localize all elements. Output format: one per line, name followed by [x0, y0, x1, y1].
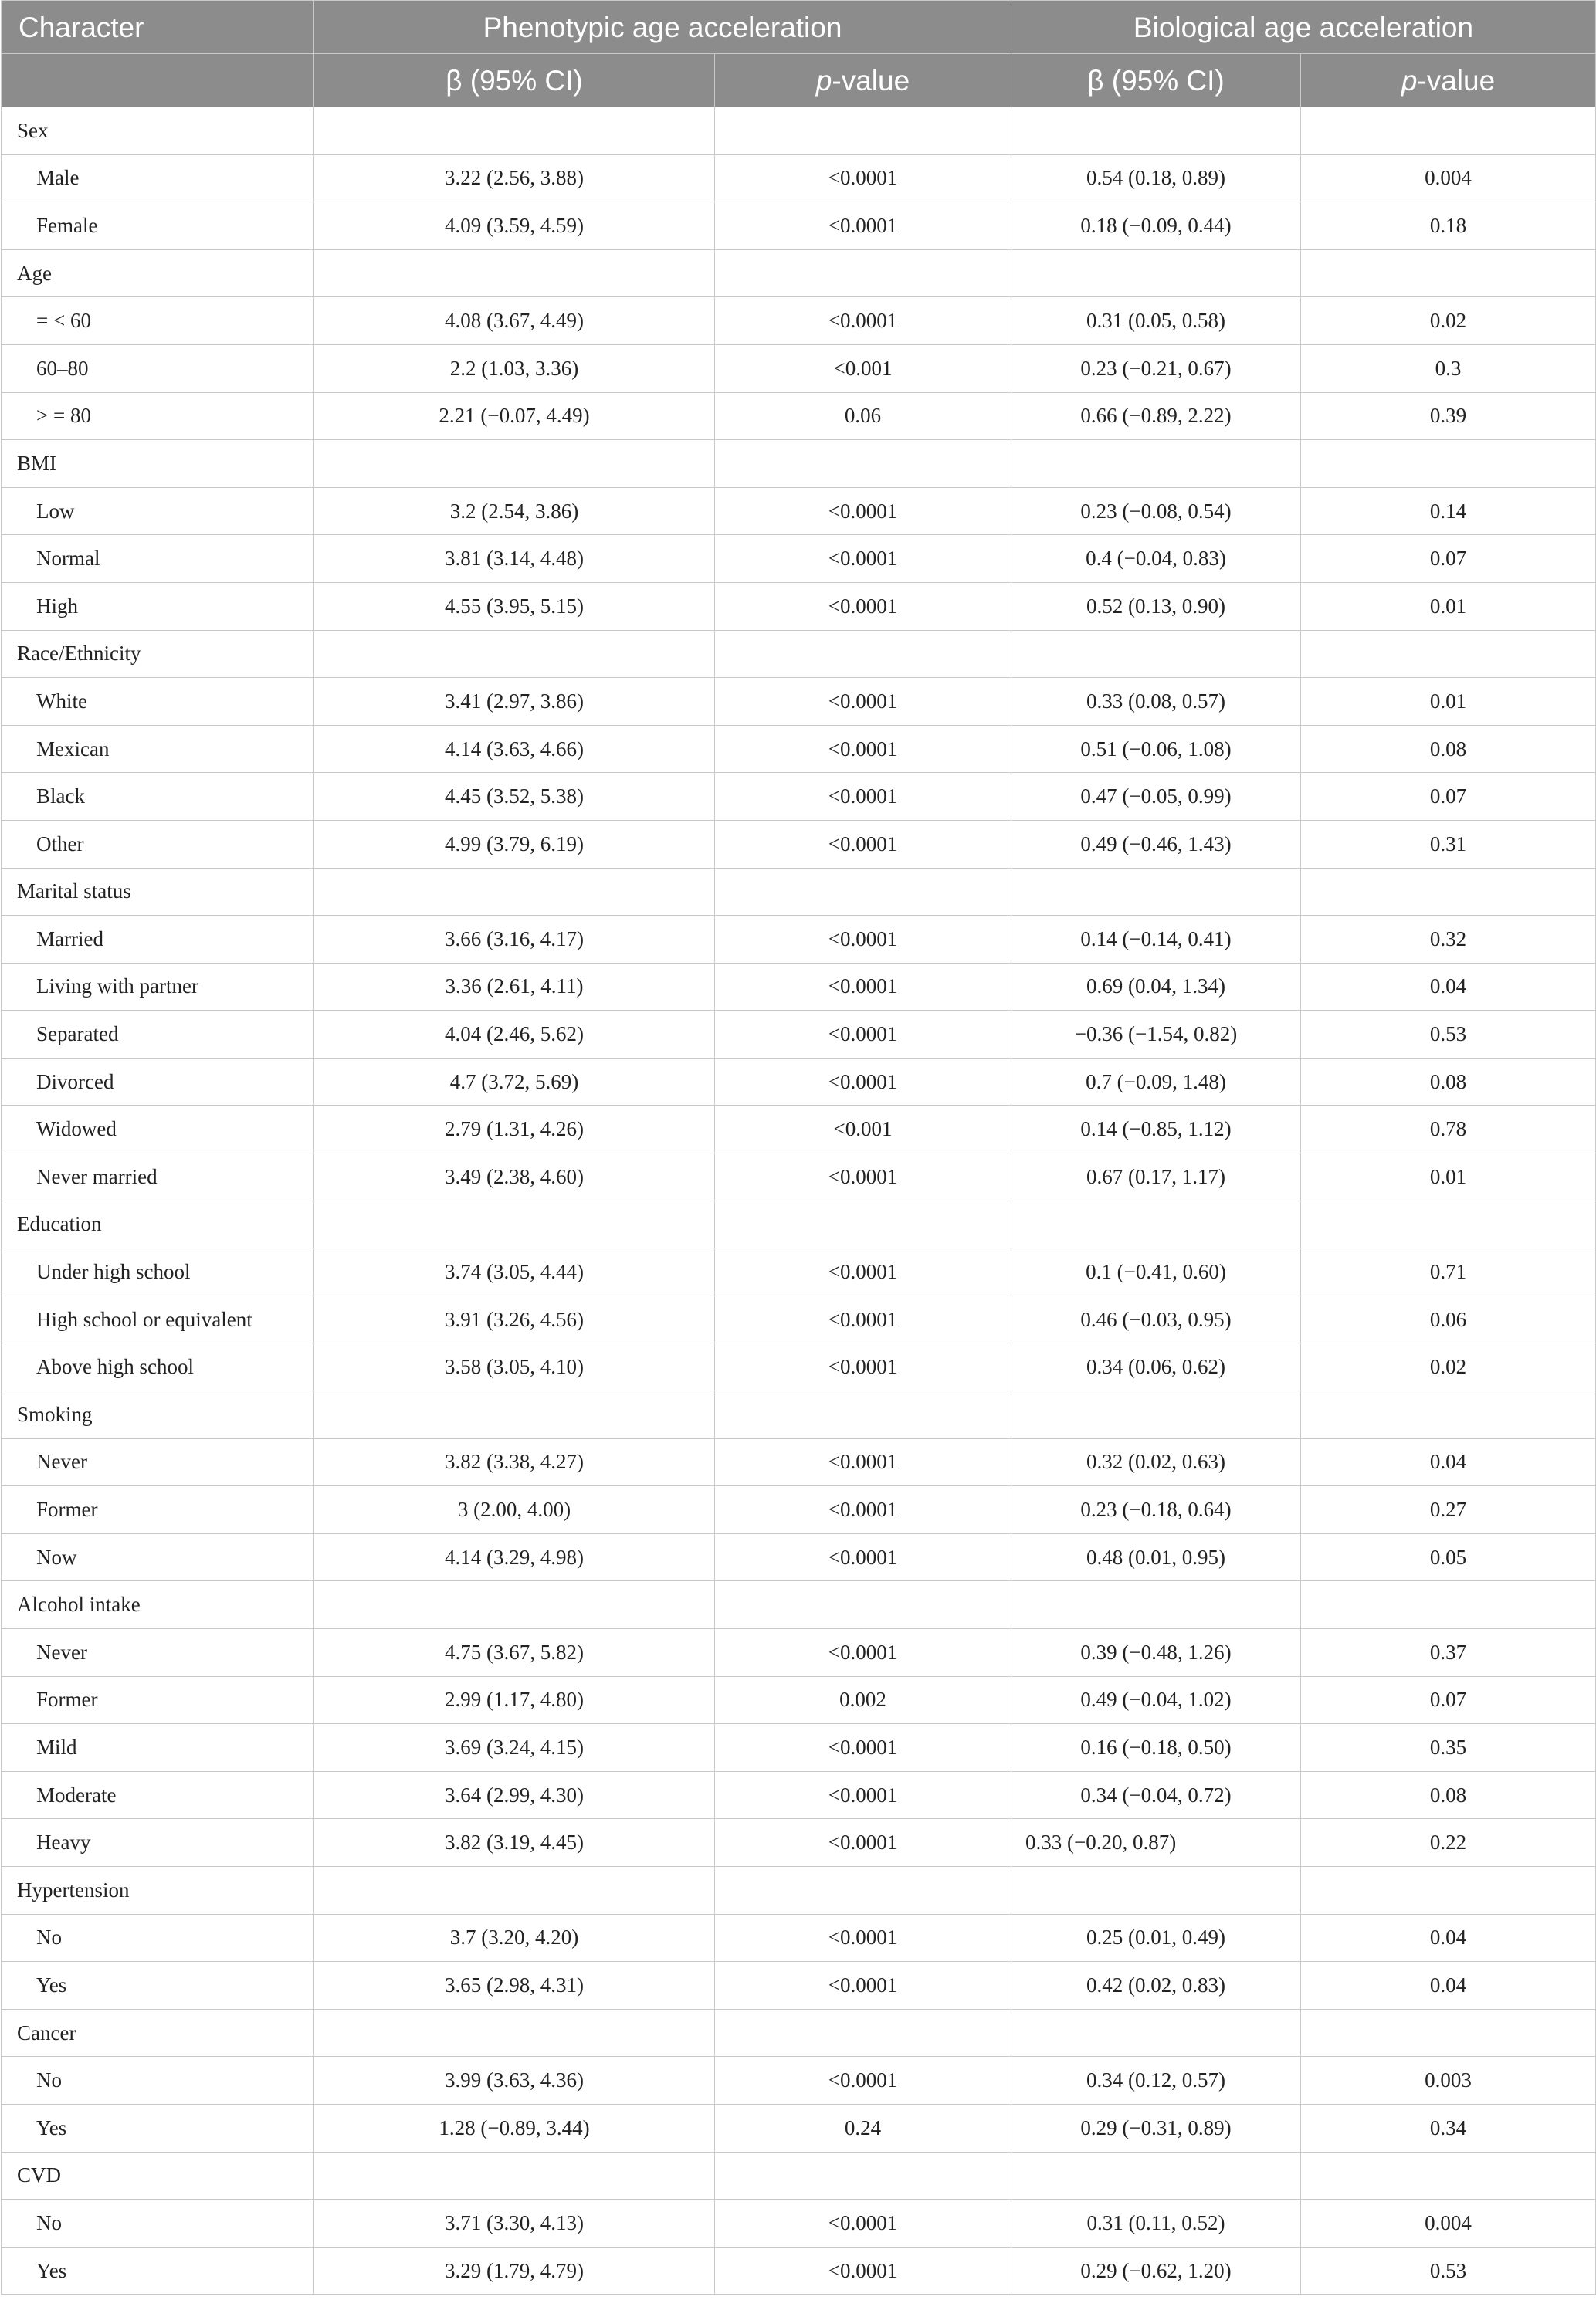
- pvalue-p: p: [1401, 64, 1418, 97]
- bio-p-value: 0.14: [1301, 487, 1596, 535]
- bio-beta-ci: 0.54 (0.18, 0.89): [1011, 154, 1301, 202]
- table-row: [2, 820, 1596, 868]
- pheno-p-value: <0.0001: [715, 2057, 1011, 2105]
- bio-beta-ci: 0.33 (−0.20, 0.87): [1011, 1819, 1301, 1867]
- table-row: [2, 487, 1596, 535]
- bio-beta-ci: 0.29 (−0.31, 0.89): [1011, 2104, 1301, 2152]
- empty-cell: [314, 1581, 715, 1629]
- table-row: [2, 678, 1596, 726]
- empty-cell: [314, 2152, 715, 2200]
- empty-cell: [314, 2009, 715, 2057]
- bio-beta-ci: 0.34 (0.12, 0.57): [1011, 2057, 1301, 2105]
- bio-beta-ci: 0.47 (−0.05, 0.99): [1011, 773, 1301, 821]
- pheno-beta-ci: 3.99 (3.63, 4.36): [314, 2057, 715, 2105]
- bio-p-value: 0.22: [1301, 1819, 1596, 1867]
- header-bio-pvalue: [1301, 54, 1596, 107]
- row-label: Under high school: [2, 1248, 314, 1296]
- bio-beta-ci: 0.39 (−0.48, 1.26): [1011, 1629, 1301, 1677]
- row-label: Above high school: [2, 1343, 314, 1391]
- bio-p-value: 0.53: [1301, 1011, 1596, 1059]
- empty-cell: [314, 1391, 715, 1439]
- row-label: Widowed: [2, 1106, 314, 1153]
- group-label: CVD: [2, 2152, 314, 2200]
- pheno-beta-ci: 1.28 (−0.89, 3.44): [314, 2104, 715, 2152]
- table-group-row: [2, 440, 1596, 488]
- pheno-beta-ci: 4.09 (3.59, 4.59): [314, 202, 715, 250]
- table-row: [2, 916, 1596, 964]
- bio-p-value: 0.08: [1301, 1058, 1596, 1106]
- row-label: High: [2, 582, 314, 630]
- pheno-beta-ci: 3.2 (2.54, 3.86): [314, 487, 715, 535]
- bio-beta-ci: 0.16 (−0.18, 0.50): [1011, 1724, 1301, 1772]
- row-label: Moderate: [2, 1771, 314, 1819]
- row-label: Mild: [2, 1724, 314, 1772]
- bio-p-value: 0.18: [1301, 202, 1596, 250]
- empty-cell: [1301, 440, 1596, 488]
- table-group-row: [2, 2152, 1596, 2200]
- empty-cell: [715, 249, 1011, 297]
- row-label: High school or equivalent: [2, 1296, 314, 1343]
- table-row: [2, 1771, 1596, 1819]
- row-label: Black: [2, 773, 314, 821]
- bio-beta-ci: 0.31 (0.05, 0.58): [1011, 297, 1301, 345]
- pheno-beta-ci: 4.99 (3.79, 6.19): [314, 820, 715, 868]
- bio-p-value: 0.04: [1301, 963, 1596, 1011]
- row-label: Divorced: [2, 1058, 314, 1106]
- table-row: [2, 154, 1596, 202]
- bio-beta-ci: 0.14 (−0.85, 1.12): [1011, 1106, 1301, 1153]
- pheno-p-value: <0.0001: [715, 1343, 1011, 1391]
- bio-p-value: 0.53: [1301, 2247, 1596, 2295]
- pheno-beta-ci: 3.7 (3.20, 4.20): [314, 1914, 715, 1962]
- bio-beta-ci: 0.66 (−0.89, 2.22): [1011, 392, 1301, 440]
- bio-beta-ci: 0.29 (−0.62, 1.20): [1011, 2247, 1301, 2295]
- empty-cell: [1301, 2152, 1596, 2200]
- pheno-p-value: <0.0001: [715, 1629, 1011, 1677]
- header-pheno-pvalue: [715, 54, 1011, 107]
- table-row: [2, 1962, 1596, 2010]
- bio-beta-ci: 0.31 (0.11, 0.52): [1011, 2200, 1301, 2248]
- pheno-beta-ci: 3.81 (3.14, 4.48): [314, 535, 715, 583]
- pheno-p-value: <0.0001: [715, 202, 1011, 250]
- pheno-p-value: <0.0001: [715, 582, 1011, 630]
- row-label: No: [2, 2057, 314, 2105]
- pheno-p-value: <0.0001: [715, 1771, 1011, 1819]
- pheno-p-value: <0.0001: [715, 154, 1011, 202]
- pheno-p-value: <0.0001: [715, 1819, 1011, 1867]
- pheno-p-value: 0.24: [715, 2104, 1011, 2152]
- group-label: Alcohol intake: [2, 1581, 314, 1629]
- empty-cell: [1011, 107, 1301, 155]
- table-group-row: [2, 868, 1596, 916]
- header-character: Character: [2, 1, 314, 54]
- row-label: No: [2, 1914, 314, 1962]
- empty-cell: [1011, 249, 1301, 297]
- pheno-beta-ci: 3.69 (3.24, 4.15): [314, 1724, 715, 1772]
- bio-beta-ci: 0.4 (−0.04, 0.83): [1011, 535, 1301, 583]
- header-row-groups: [2, 1, 1596, 54]
- pheno-beta-ci: 3.49 (2.38, 4.60): [314, 1153, 715, 1201]
- row-label: Mexican: [2, 725, 314, 773]
- empty-cell: [314, 1201, 715, 1248]
- pheno-p-value: <0.0001: [715, 535, 1011, 583]
- pheno-beta-ci: 2.21 (−0.07, 4.49): [314, 392, 715, 440]
- empty-cell: [314, 868, 715, 916]
- group-label: Race/Ethnicity: [2, 630, 314, 678]
- bio-p-value: 0.08: [1301, 1771, 1596, 1819]
- bio-beta-ci: 0.42 (0.02, 0.83): [1011, 1962, 1301, 2010]
- empty-cell: [715, 1581, 1011, 1629]
- table-row: [2, 1486, 1596, 1534]
- header-bio-beta: β (95% CI): [1011, 54, 1301, 107]
- pheno-beta-ci: 4.75 (3.67, 5.82): [314, 1629, 715, 1677]
- pheno-p-value: <0.001: [715, 344, 1011, 392]
- bio-p-value: 0.31: [1301, 820, 1596, 868]
- empty-cell: [1011, 1201, 1301, 1248]
- pheno-p-value: <0.0001: [715, 1296, 1011, 1343]
- pheno-beta-ci: 4.04 (2.46, 5.62): [314, 1011, 715, 1059]
- pheno-p-value: 0.06: [715, 392, 1011, 440]
- bio-p-value: 0.01: [1301, 1153, 1596, 1201]
- empty-cell: [715, 1391, 1011, 1439]
- row-label: Now: [2, 1533, 314, 1581]
- table-group-row: [2, 630, 1596, 678]
- bio-beta-ci: 0.34 (−0.04, 0.72): [1011, 1771, 1301, 1819]
- bio-beta-ci: 0.1 (−0.41, 0.60): [1011, 1248, 1301, 1296]
- empty-cell: [715, 630, 1011, 678]
- empty-cell: [715, 1201, 1011, 1248]
- row-label: Normal: [2, 535, 314, 583]
- bio-beta-ci: 0.7 (−0.09, 1.48): [1011, 1058, 1301, 1106]
- pheno-p-value: <0.0001: [715, 1011, 1011, 1059]
- row-label: Separated: [2, 1011, 314, 1059]
- bio-p-value: 0.37: [1301, 1629, 1596, 1677]
- table-row: [2, 1438, 1596, 1486]
- table-row: [2, 1058, 1596, 1106]
- table-row: [2, 1343, 1596, 1391]
- pvalue-p: p: [815, 64, 832, 97]
- row-label: No: [2, 2200, 314, 2248]
- empty-cell: [1301, 1201, 1596, 1248]
- bio-beta-ci: 0.32 (0.02, 0.63): [1011, 1438, 1301, 1486]
- empty-cell: [1301, 868, 1596, 916]
- pheno-beta-ci: 4.14 (3.29, 4.98): [314, 1533, 715, 1581]
- empty-cell: [1011, 1866, 1301, 1914]
- pheno-p-value: <0.0001: [715, 1724, 1011, 1772]
- pheno-p-value: <0.0001: [715, 725, 1011, 773]
- pheno-p-value: <0.0001: [715, 487, 1011, 535]
- header-phenotypic-group: Phenotypic age acceleration: [314, 1, 1011, 54]
- bio-p-value: 0.39: [1301, 392, 1596, 440]
- bio-p-value: 0.02: [1301, 297, 1596, 345]
- pheno-beta-ci: 2.79 (1.31, 4.26): [314, 1106, 715, 1153]
- bio-beta-ci: 0.67 (0.17, 1.17): [1011, 1153, 1301, 1201]
- row-label: = < 60: [2, 297, 314, 345]
- pheno-beta-ci: 3.82 (3.19, 4.45): [314, 1819, 715, 1867]
- row-label: Living with partner: [2, 963, 314, 1011]
- empty-cell: [314, 630, 715, 678]
- table-row: [2, 1248, 1596, 1296]
- bio-p-value: 0.04: [1301, 1962, 1596, 2010]
- group-label: Sex: [2, 107, 314, 155]
- bio-p-value: 0.01: [1301, 678, 1596, 726]
- group-label: Education: [2, 1201, 314, 1248]
- row-label: White: [2, 678, 314, 726]
- pheno-p-value: <0.0001: [715, 678, 1011, 726]
- pheno-beta-ci: 3.29 (1.79, 4.79): [314, 2247, 715, 2295]
- pheno-beta-ci: 3.36 (2.61, 4.11): [314, 963, 715, 1011]
- empty-cell: [715, 107, 1011, 155]
- empty-cell: [1011, 630, 1301, 678]
- bio-beta-ci: 0.18 (−0.09, 0.44): [1011, 202, 1301, 250]
- bio-beta-ci: 0.33 (0.08, 0.57): [1011, 678, 1301, 726]
- bio-p-value: 0.71: [1301, 1248, 1596, 1296]
- pheno-beta-ci: 3 (2.00, 4.00): [314, 1486, 715, 1534]
- pheno-beta-ci: 4.55 (3.95, 5.15): [314, 582, 715, 630]
- table-header: [2, 1, 1596, 107]
- empty-cell: [1301, 1581, 1596, 1629]
- row-label: Yes: [2, 2104, 314, 2152]
- table-row: [2, 2247, 1596, 2295]
- group-label: Cancer: [2, 2009, 314, 2057]
- bio-beta-ci: 0.52 (0.13, 0.90): [1011, 582, 1301, 630]
- row-label: Never: [2, 1629, 314, 1677]
- empty-cell: [1011, 1391, 1301, 1439]
- table-row: [2, 582, 1596, 630]
- empty-cell: [1301, 1391, 1596, 1439]
- table-row: [2, 535, 1596, 583]
- empty-cell: [1011, 868, 1301, 916]
- pheno-beta-ci: 2.2 (1.03, 3.36): [314, 344, 715, 392]
- bio-beta-ci: 0.23 (−0.21, 0.67): [1011, 344, 1301, 392]
- pheno-p-value: <0.0001: [715, 1533, 1011, 1581]
- pheno-p-value: <0.0001: [715, 2200, 1011, 2248]
- table-row: [2, 2057, 1596, 2105]
- empty-cell: [1011, 1581, 1301, 1629]
- pheno-p-value: <0.001: [715, 1106, 1011, 1153]
- bio-beta-ci: 0.51 (−0.06, 1.08): [1011, 725, 1301, 773]
- table-group-row: [2, 1866, 1596, 1914]
- empty-cell: [314, 107, 715, 155]
- bio-p-value: 0.004: [1301, 2200, 1596, 2248]
- row-label: Never married: [2, 1153, 314, 1201]
- group-label: Smoking: [2, 1391, 314, 1439]
- pheno-beta-ci: 3.41 (2.97, 3.86): [314, 678, 715, 726]
- table-row: [2, 1533, 1596, 1581]
- bio-p-value: 0.07: [1301, 773, 1596, 821]
- table-row: [2, 963, 1596, 1011]
- pheno-p-value: <0.0001: [715, 820, 1011, 868]
- pheno-beta-ci: 3.64 (2.99, 4.30): [314, 1771, 715, 1819]
- bio-p-value: 0.05: [1301, 1533, 1596, 1581]
- group-label: Marital status: [2, 868, 314, 916]
- pheno-p-value: <0.0001: [715, 1438, 1011, 1486]
- bio-beta-ci: 0.69 (0.04, 1.34): [1011, 963, 1301, 1011]
- pheno-beta-ci: 3.82 (3.38, 4.27): [314, 1438, 715, 1486]
- bio-p-value: 0.35: [1301, 1724, 1596, 1772]
- empty-cell: [715, 2009, 1011, 2057]
- pheno-p-value: <0.0001: [715, 1914, 1011, 1962]
- pheno-beta-ci: 3.58 (3.05, 4.10): [314, 1343, 715, 1391]
- row-label: Male: [2, 154, 314, 202]
- row-label: Never: [2, 1438, 314, 1486]
- table-group-row: [2, 1201, 1596, 1248]
- table-group-row: [2, 2009, 1596, 2057]
- bio-p-value: 0.32: [1301, 916, 1596, 964]
- table-group-row: [2, 1581, 1596, 1629]
- table-row: [2, 2104, 1596, 2152]
- pheno-beta-ci: 3.91 (3.26, 4.56): [314, 1296, 715, 1343]
- table-row: [2, 1296, 1596, 1343]
- empty-cell: [1011, 2009, 1301, 2057]
- bio-beta-ci: 0.49 (−0.46, 1.43): [1011, 820, 1301, 868]
- row-label: Yes: [2, 1962, 314, 2010]
- bio-p-value: 0.003: [1301, 2057, 1596, 2105]
- header-empty-cell: [2, 54, 314, 107]
- pheno-beta-ci: 4.7 (3.72, 5.69): [314, 1058, 715, 1106]
- pheno-p-value: <0.0001: [715, 916, 1011, 964]
- row-label: Former: [2, 1486, 314, 1534]
- header-row-columns: [2, 54, 1596, 107]
- row-label: Yes: [2, 2247, 314, 2295]
- table-row: [2, 344, 1596, 392]
- pvalue-rest: -value: [1417, 64, 1496, 97]
- bio-p-value: 0.07: [1301, 535, 1596, 583]
- bio-p-value: 0.004: [1301, 154, 1596, 202]
- pheno-p-value: <0.0001: [715, 1153, 1011, 1201]
- table-body: [2, 107, 1596, 2295]
- pheno-p-value: 0.002: [715, 1676, 1011, 1724]
- empty-cell: [314, 249, 715, 297]
- bio-beta-ci: 0.23 (−0.08, 0.54): [1011, 487, 1301, 535]
- table-group-row: [2, 107, 1596, 155]
- pheno-p-value: <0.0001: [715, 2247, 1011, 2295]
- table-row: [2, 392, 1596, 440]
- table-row: [2, 297, 1596, 345]
- empty-cell: [1011, 440, 1301, 488]
- bio-beta-ci: −0.36 (−1.54, 0.82): [1011, 1011, 1301, 1059]
- empty-cell: [715, 868, 1011, 916]
- bio-p-value: 0.06: [1301, 1296, 1596, 1343]
- bio-beta-ci: 0.49 (−0.04, 1.02): [1011, 1676, 1301, 1724]
- pheno-beta-ci: 3.22 (2.56, 3.88): [314, 154, 715, 202]
- pheno-beta-ci: 4.45 (3.52, 5.38): [314, 773, 715, 821]
- table-row: [2, 1819, 1596, 1867]
- bio-beta-ci: 0.34 (0.06, 0.62): [1011, 1343, 1301, 1391]
- table-row: [2, 1914, 1596, 1962]
- bio-p-value: 0.04: [1301, 1914, 1596, 1962]
- header-pheno-beta: β (95% CI): [314, 54, 715, 107]
- bio-beta-ci: 0.46 (−0.03, 0.95): [1011, 1296, 1301, 1343]
- row-label: Other: [2, 820, 314, 868]
- table-row: [2, 1676, 1596, 1724]
- pheno-beta-ci: 2.99 (1.17, 4.80): [314, 1676, 715, 1724]
- table-row: [2, 773, 1596, 821]
- table-group-row: [2, 249, 1596, 297]
- pheno-beta-ci: 3.74 (3.05, 4.44): [314, 1248, 715, 1296]
- row-label: Married: [2, 916, 314, 964]
- pheno-p-value: <0.0001: [715, 1486, 1011, 1534]
- bio-p-value: 0.08: [1301, 725, 1596, 773]
- empty-cell: [715, 440, 1011, 488]
- bio-p-value: 0.02: [1301, 1343, 1596, 1391]
- table-group-row: [2, 1391, 1596, 1439]
- table-row: [2, 1724, 1596, 1772]
- bio-p-value: 0.78: [1301, 1106, 1596, 1153]
- bio-p-value: 0.34: [1301, 2104, 1596, 2152]
- results-table: [1, 0, 1596, 2295]
- pheno-p-value: <0.0001: [715, 963, 1011, 1011]
- empty-cell: [1301, 107, 1596, 155]
- bio-beta-ci: 0.25 (0.01, 0.49): [1011, 1914, 1301, 1962]
- row-label: > = 80: [2, 392, 314, 440]
- table-row: [2, 2200, 1596, 2248]
- bio-p-value: 0.3: [1301, 344, 1596, 392]
- pheno-beta-ci: 3.65 (2.98, 4.31): [314, 1962, 715, 2010]
- empty-cell: [715, 2152, 1011, 2200]
- pheno-p-value: <0.0001: [715, 297, 1011, 345]
- bio-p-value: 0.01: [1301, 582, 1596, 630]
- table-row: [2, 1153, 1596, 1201]
- bio-p-value: 0.07: [1301, 1676, 1596, 1724]
- bio-p-value: 0.27: [1301, 1486, 1596, 1534]
- empty-cell: [1301, 249, 1596, 297]
- group-label: Hypertension: [2, 1866, 314, 1914]
- row-label: Heavy: [2, 1819, 314, 1867]
- pheno-beta-ci: 3.71 (3.30, 4.13): [314, 2200, 715, 2248]
- pheno-p-value: <0.0001: [715, 773, 1011, 821]
- pvalue-rest: -value: [832, 64, 910, 97]
- pheno-beta-ci: 4.08 (3.67, 4.49): [314, 297, 715, 345]
- pheno-p-value: <0.0001: [715, 1962, 1011, 2010]
- table-row: [2, 725, 1596, 773]
- empty-cell: [314, 440, 715, 488]
- pheno-p-value: <0.0001: [715, 1248, 1011, 1296]
- empty-cell: [1301, 630, 1596, 678]
- pheno-p-value: <0.0001: [715, 1058, 1011, 1106]
- header-biological-group: Biological age acceleration: [1011, 1, 1596, 54]
- table-row: [2, 1011, 1596, 1059]
- bio-beta-ci: 0.14 (−0.14, 0.41): [1011, 916, 1301, 964]
- empty-cell: [715, 1866, 1011, 1914]
- table-row: [2, 1106, 1596, 1153]
- empty-cell: [1301, 1866, 1596, 1914]
- row-label: Female: [2, 202, 314, 250]
- pheno-beta-ci: 3.66 (3.16, 4.17): [314, 916, 715, 964]
- bio-beta-ci: 0.48 (0.01, 0.95): [1011, 1533, 1301, 1581]
- bio-p-value: 0.04: [1301, 1438, 1596, 1486]
- pheno-beta-ci: 4.14 (3.63, 4.66): [314, 725, 715, 773]
- empty-cell: [1301, 2009, 1596, 2057]
- group-label: BMI: [2, 440, 314, 488]
- empty-cell: [314, 1866, 715, 1914]
- table-row: [2, 202, 1596, 250]
- table-row: [2, 1629, 1596, 1677]
- row-label: Former: [2, 1676, 314, 1724]
- row-label: Low: [2, 487, 314, 535]
- empty-cell: [1011, 2152, 1301, 2200]
- group-label: Age: [2, 249, 314, 297]
- row-label: 60–80: [2, 344, 314, 392]
- bio-beta-ci: 0.23 (−0.18, 0.64): [1011, 1486, 1301, 1534]
